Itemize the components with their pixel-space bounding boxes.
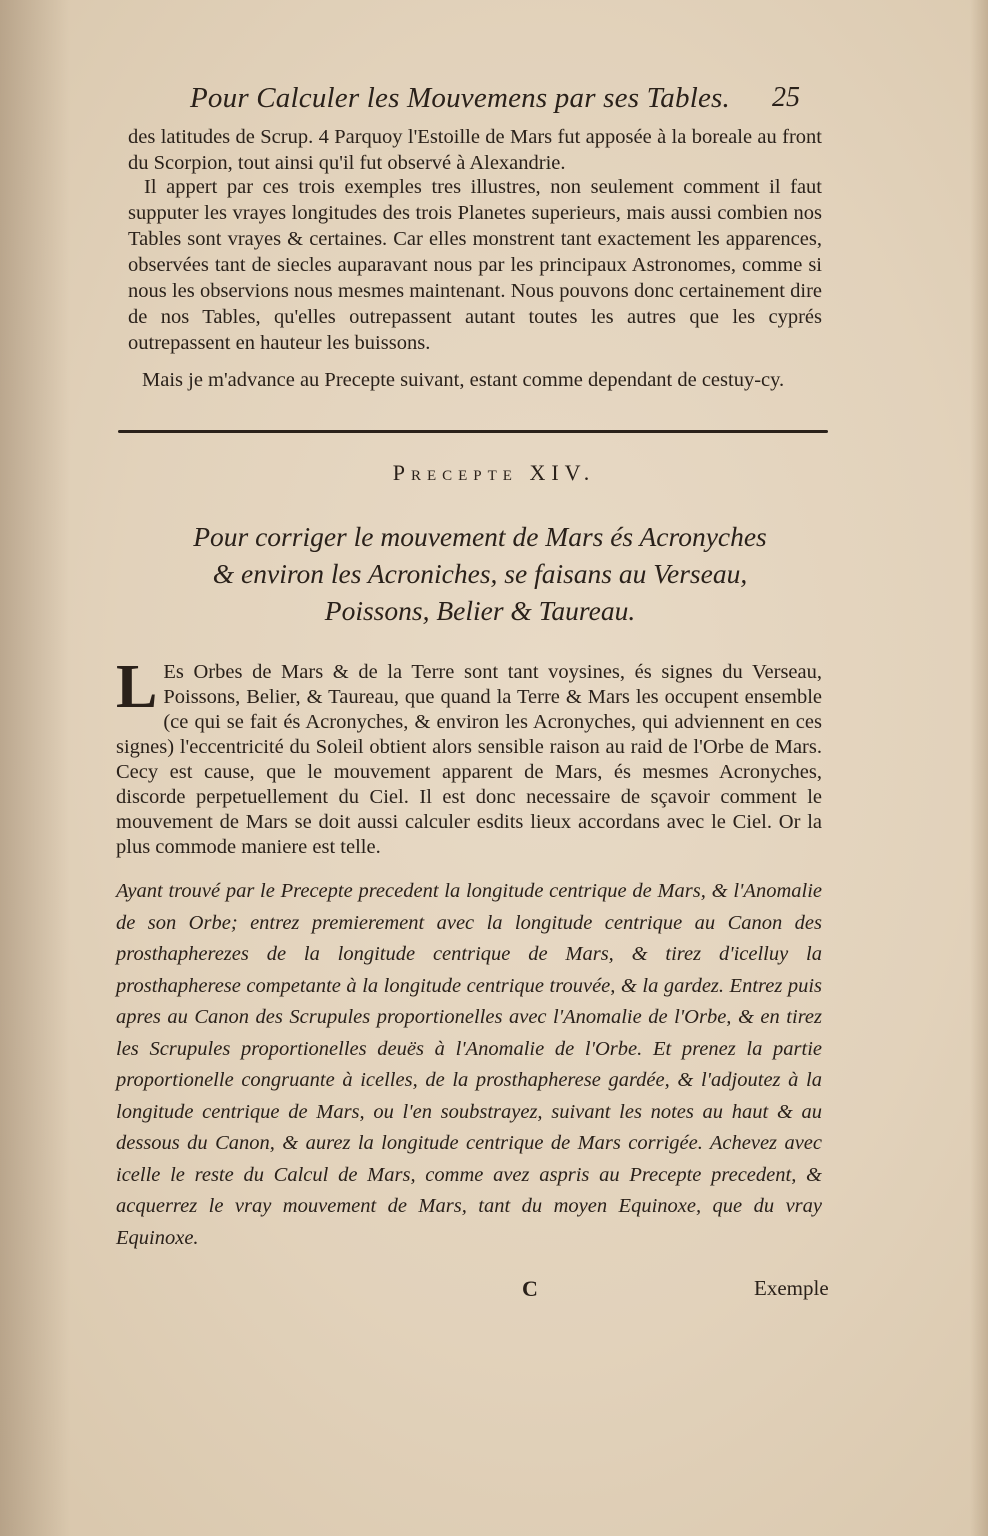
- precept-title: [140, 518, 820, 629]
- precept-heading: Precepte XIV.: [392, 460, 596, 485]
- instruction-paragraph-text: Ayant trouvé par le Precepte precedent la longitude centrique de Mars, & l'Anomalie de son Orbe; entrez premierement avec la longitude centrique au Canon des prosthapherezes de la longitude centrique de Mars, & tirez d'icelluy la prosthapherese competante à la longitude centrique trouvée, & la gardez. Entrez puis apres au Canon des Scrupules proportionelles avec l'Anomalie de l'Orbe, & en tirez les Scrupules proportionelles deuës à l'Anomalie de l'Orbe. Et prenez la partie proportionelle congruante à icelles, de la prosthapherese gardée, & l'adjoutez à la longitude centrique de Mars, ou l'en soubstrayez, suivant les notes au haut & au dessous du Canon, & aurez la longitude centrique de Mars corrigée. Achevez avec icelle le reste du Calcul de Mars, comme avez aspris au Precepte precedent, & acquerrez le vray mouvement de Mars, tant du moyen Equinoxe, que du vray Equinoxe.: [116, 880, 822, 1249]
- precept-title-line-2: & environ les Acroniches, se faisans au Verseau,: [212, 558, 748, 589]
- page-edge: [970, 0, 988, 1536]
- section-divider-rule: [118, 430, 828, 433]
- precept-title-line-1: Pour corriger le mouvement de Mars és Acronyches: [193, 521, 767, 552]
- intro-paragraph-1: [128, 124, 822, 176]
- intro-paragraph-2-text: Il appert par ces trois exemples tres illustres, non seulement comment il faut supputer les vrayes longitudes des trois Planetes superieurs, mais aussi combien nos Tables sont vrayes & certaines. Car elles monstrent tant exactement les apparences, observées tant de siecles auparavant nous par les principaux Astronomes, comme si nous les observions nous mesmes maintenant. Nous pouvons donc certainement dire de nos Tables, qu'elles outrepassent autant toutes les autres que les cyprés outrepassent en hauteur les buissons.: [128, 176, 822, 354]
- instruction-paragraph: [116, 876, 822, 1254]
- signature-mark: C: [522, 1276, 538, 1301]
- gutter-shadow: [0, 0, 70, 1536]
- precept-title-line-3: Poissons, Belier & Taureau.: [324, 595, 636, 626]
- main-paragraph-text: Es Orbes de Mars & de la Terre sont tant voysines, és signes du Verseau, Poissons, Belier, & Taureau, que quand la Terre & Mars les occupent ensemble (ce qui se fait és Acronyches, & environ les Acronyches, qui adviennent en ces signes) l'eccentricité du Soleil obtient alors sensible raison au raid de l'Orbe de Mars. Cecy est cause, que le mouvement apparent de Mars, és mesmes Acronyches, discorde perpetuellement du Ciel. Il est donc necessaire de sçavoir comment le mouvement de Mars se doit aussi calculer esdits lieux accordans avec le Ciel. Or la plus commode maniere est telle.: [116, 661, 822, 858]
- intro-paragraph-1-text: des latitudes de Scrup. 4 Parquoy l'Estoille de Mars fut apposée à la boreale au front du Scorpion, tout ainsi qu'il fut observé à Alexandrie.: [128, 126, 822, 174]
- main-paragraph: [116, 653, 822, 860]
- page-number: 25: [772, 82, 800, 113]
- intro-paragraph-3: [128, 367, 822, 393]
- drop-capital: L: [116, 653, 158, 721]
- catchword: Exemple: [754, 1276, 829, 1300]
- running-title: Pour Calculer les Mouvemens par ses Tables.: [190, 82, 730, 114]
- intro-paragraph-2: [128, 174, 822, 356]
- intro-paragraph-3-text: Mais je m'advance au Precepte suivant, estant comme dependant de cestuy-cy.: [142, 369, 785, 391]
